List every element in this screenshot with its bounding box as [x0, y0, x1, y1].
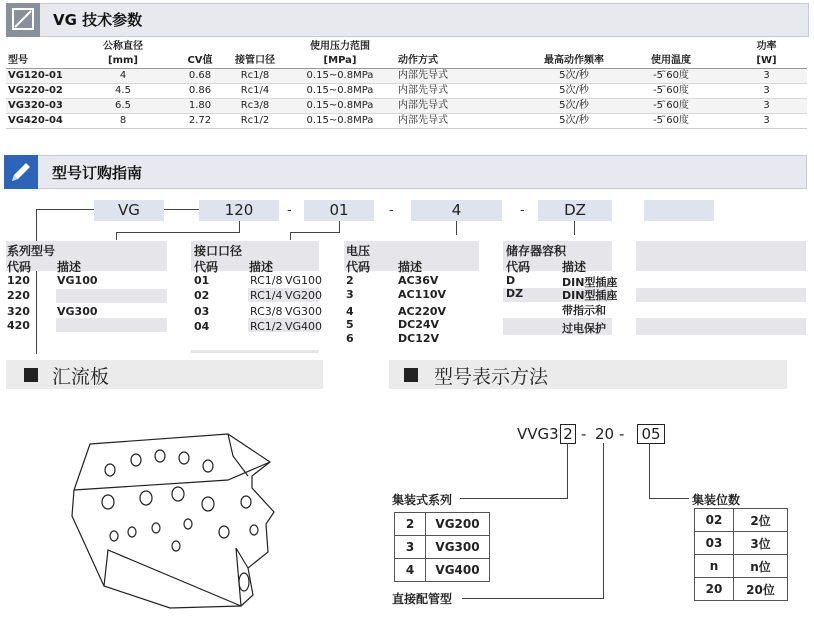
table-cell: 3	[726, 114, 807, 129]
item-code: DZ	[506, 287, 524, 300]
item-desc: AC110V	[398, 288, 447, 301]
block-title: 储存器容积	[506, 244, 567, 258]
col-desc: 描述	[398, 260, 423, 274]
table-cell: 4	[72, 69, 174, 84]
pipe-label: 直接配管型	[392, 592, 453, 606]
table-cell: 5次/秒	[532, 114, 616, 129]
col-code: 代码	[346, 260, 371, 274]
item-desc: 过电保护	[562, 322, 606, 335]
model-mid: 20	[595, 425, 615, 443]
table-row	[695, 509, 788, 532]
col-code: 代码	[194, 260, 219, 274]
item-code: D	[506, 274, 516, 287]
connector-line	[290, 232, 291, 240]
table-cell: Rc3/8	[226, 99, 284, 114]
code-box-volt: 4	[411, 200, 502, 221]
connector-line	[649, 443, 650, 499]
table-header-cell	[226, 40, 284, 69]
table-row	[6, 84, 807, 99]
table-cell: 0.86	[174, 84, 226, 99]
table-header-cell	[532, 40, 616, 69]
table-cell: 内部先导式	[396, 114, 532, 129]
table-header-cell	[174, 40, 226, 69]
block-title: 接口口径	[194, 244, 243, 258]
connector-line	[164, 209, 199, 210]
item-desc-2: VG400	[285, 320, 323, 333]
spec-table	[6, 40, 807, 129]
col-code: 代码	[506, 260, 531, 274]
connector-line	[649, 498, 689, 499]
section-title: 汇流板	[52, 366, 110, 388]
row-shade	[56, 318, 167, 332]
item-code: 01	[194, 274, 210, 287]
connector-line	[36, 209, 37, 354]
table-header-cell	[72, 40, 174, 69]
table-cell: 0.15~0.8MPa	[284, 114, 396, 129]
header-line2: [MPa]	[323, 55, 357, 66]
table-cell: -5 ̃60度	[616, 69, 726, 84]
section-title: 型号表示方法	[434, 366, 549, 388]
model-end-box: 05	[637, 424, 665, 444]
positions-label: 集装位数	[692, 493, 741, 507]
cell-code: 20	[695, 578, 734, 601]
item-code: 2	[346, 274, 354, 287]
positions-table	[694, 508, 788, 601]
item-desc: AC36V	[398, 274, 439, 287]
block-blank-bg	[636, 241, 806, 271]
block-title: 系列型号	[7, 244, 56, 258]
connector-line	[36, 209, 94, 210]
col-desc: 描述	[57, 260, 82, 274]
table-cell: -5 ̃60度	[616, 114, 726, 129]
header-line1: 动作方式	[398, 55, 438, 66]
table-cell: Rc1/8	[226, 69, 284, 84]
table-cell: 3	[726, 69, 807, 84]
code-dash: -	[287, 203, 292, 218]
item-code: 6	[346, 332, 354, 345]
connector-line	[460, 498, 568, 499]
table-cell: 5次/秒	[532, 84, 616, 99]
section-title: VG 技术参数	[53, 11, 143, 29]
cell-code: 03	[695, 532, 734, 555]
header-line2: [W]	[756, 55, 777, 66]
table-cell: 内部先导式	[396, 69, 532, 84]
square-bullet-icon	[24, 368, 38, 382]
series-table	[394, 512, 490, 582]
square-bullet-icon	[404, 368, 418, 382]
item-code: 120	[7, 274, 30, 287]
row-shade	[56, 289, 167, 303]
row-shade	[636, 288, 806, 302]
model-cell: VG420-04	[6, 114, 72, 129]
item-desc: DIN型插座	[562, 276, 618, 289]
table-cell: 3	[726, 84, 807, 99]
table-cell: 0.15~0.8MPa	[284, 99, 396, 114]
table-cell: 6.5	[72, 99, 174, 114]
cell-desc: VG300	[426, 536, 490, 559]
item-desc: DC24V	[398, 318, 440, 331]
table-row	[6, 69, 807, 84]
table-row	[695, 555, 788, 578]
item-code: 220	[7, 289, 30, 302]
table-cell: -5 ̃60度	[616, 99, 726, 114]
table-cell: Rc1/2	[226, 114, 284, 129]
cell-desc: n位	[734, 555, 788, 578]
item-desc: RC1/4	[250, 289, 283, 302]
item-code: 02	[194, 289, 210, 302]
connector-line	[116, 232, 117, 240]
header-line1: 最高动作频率	[544, 55, 604, 66]
cell-desc: 3位	[734, 532, 788, 555]
header-line1: 接管口径	[235, 55, 275, 66]
chart-icon	[6, 3, 40, 37]
item-code: 4	[346, 305, 354, 318]
table-row	[395, 513, 490, 536]
code-box-dz: DZ	[538, 200, 612, 221]
table-row	[395, 536, 490, 559]
table-cell: -5 ̃60度	[616, 84, 726, 99]
code-dash: -	[520, 203, 525, 218]
code-box-series: VG	[94, 200, 164, 221]
model-prefix: VVG3	[517, 425, 559, 443]
model-cell: VG320-03	[6, 99, 72, 114]
connector-line	[567, 443, 568, 499]
connector-line	[116, 232, 240, 233]
table-cell: 0.15~0.8MPa	[284, 84, 396, 99]
item-desc: RC1/8	[250, 274, 283, 287]
col-desc: 描述	[562, 260, 587, 274]
table-row	[6, 99, 807, 114]
header-line2: [mm]	[108, 55, 138, 66]
table-cell: 0.15~0.8MPa	[284, 69, 396, 84]
table-cell: 2.72	[174, 114, 226, 129]
table-header-cell	[726, 40, 807, 69]
code-dash: -	[389, 203, 394, 218]
table-row	[695, 578, 788, 601]
cell-code: 4	[395, 559, 426, 582]
item-code: 03	[194, 305, 210, 318]
col-desc: 描述	[249, 260, 274, 274]
code-box-blank	[644, 200, 714, 221]
table-cell: Rc1/4	[226, 84, 284, 99]
model-dash: -	[619, 425, 625, 443]
table-header-cell	[396, 40, 532, 69]
model-dash: -	[581, 425, 587, 443]
table-cell: 5次/秒	[532, 99, 616, 114]
table-row	[695, 532, 788, 555]
connector-line	[603, 443, 604, 599]
item-code: 3	[346, 288, 354, 301]
cell-desc: VG400	[426, 559, 490, 582]
table-cell: 内部先导式	[396, 99, 532, 114]
item-desc-2: VG200	[285, 289, 323, 302]
item-desc: DC12V	[398, 332, 440, 345]
col-code: 代码	[7, 260, 32, 274]
table-cell: 4.5	[72, 84, 174, 99]
code-box-num: 120	[199, 200, 279, 221]
item-desc: VG300	[57, 305, 98, 318]
table-header-row	[6, 40, 807, 69]
connector-line	[462, 598, 604, 599]
header-line1: 功率	[756, 41, 777, 52]
table-row	[395, 559, 490, 582]
row-shade	[636, 318, 806, 335]
item-code: 5	[346, 318, 354, 331]
model-cell: VG220-02	[6, 84, 72, 99]
table-header-cell	[284, 40, 396, 69]
model-cell: VG120-01	[6, 69, 72, 84]
cell-code: 3	[395, 536, 426, 559]
item-desc-2: VG300	[285, 305, 323, 318]
cell-code: 02	[695, 509, 734, 532]
code-box-port: 01	[304, 200, 374, 221]
table-cell: 5次/秒	[532, 69, 616, 84]
item-desc: DIN型插座	[562, 289, 618, 302]
header-line1: 使用压力范围	[310, 41, 370, 52]
table-cell: 0.68	[174, 69, 226, 84]
table-cell: 8	[72, 114, 174, 129]
header-line1: 型号	[8, 55, 28, 66]
section-title: 型号订购指南	[52, 164, 143, 182]
cell-code: 2	[395, 513, 426, 536]
header-line1: 公称直径	[103, 41, 143, 52]
connector-line	[574, 221, 575, 235]
cell-desc: 20位	[734, 578, 788, 601]
item-desc-2: VG100	[285, 274, 323, 287]
item-code: 420	[7, 319, 30, 332]
item-desc: AC220V	[398, 305, 447, 318]
connector-line	[456, 221, 457, 235]
table-cell: 内部先导式	[396, 84, 532, 99]
table-header-cell	[616, 40, 726, 69]
pencil-icon	[4, 155, 38, 189]
table-cell: 3	[726, 99, 807, 114]
cell-desc: VG200	[426, 513, 490, 536]
series-label: 集装式系列	[392, 493, 453, 507]
manifold-drawing	[48, 420, 288, 615]
item-desc: VG100	[57, 274, 98, 287]
row-shade	[191, 350, 319, 353]
item-desc: RC1/2	[250, 320, 283, 333]
header-line1: CV值	[187, 55, 213, 66]
model-digit-box: 2	[560, 424, 576, 444]
table-row	[6, 114, 807, 129]
item-code: 04	[194, 320, 210, 333]
header-line1: 使用温度	[651, 55, 691, 66]
cell-desc: 2位	[734, 509, 788, 532]
connector-line	[290, 232, 340, 233]
item-desc: RC3/8	[250, 305, 283, 318]
cell-code: n	[695, 555, 734, 578]
item-desc: 带指示和	[562, 304, 606, 317]
block-title: 电压	[346, 244, 371, 258]
table-header-cell	[6, 40, 72, 69]
table-cell: 1.80	[174, 99, 226, 114]
item-code: 320	[7, 305, 30, 318]
